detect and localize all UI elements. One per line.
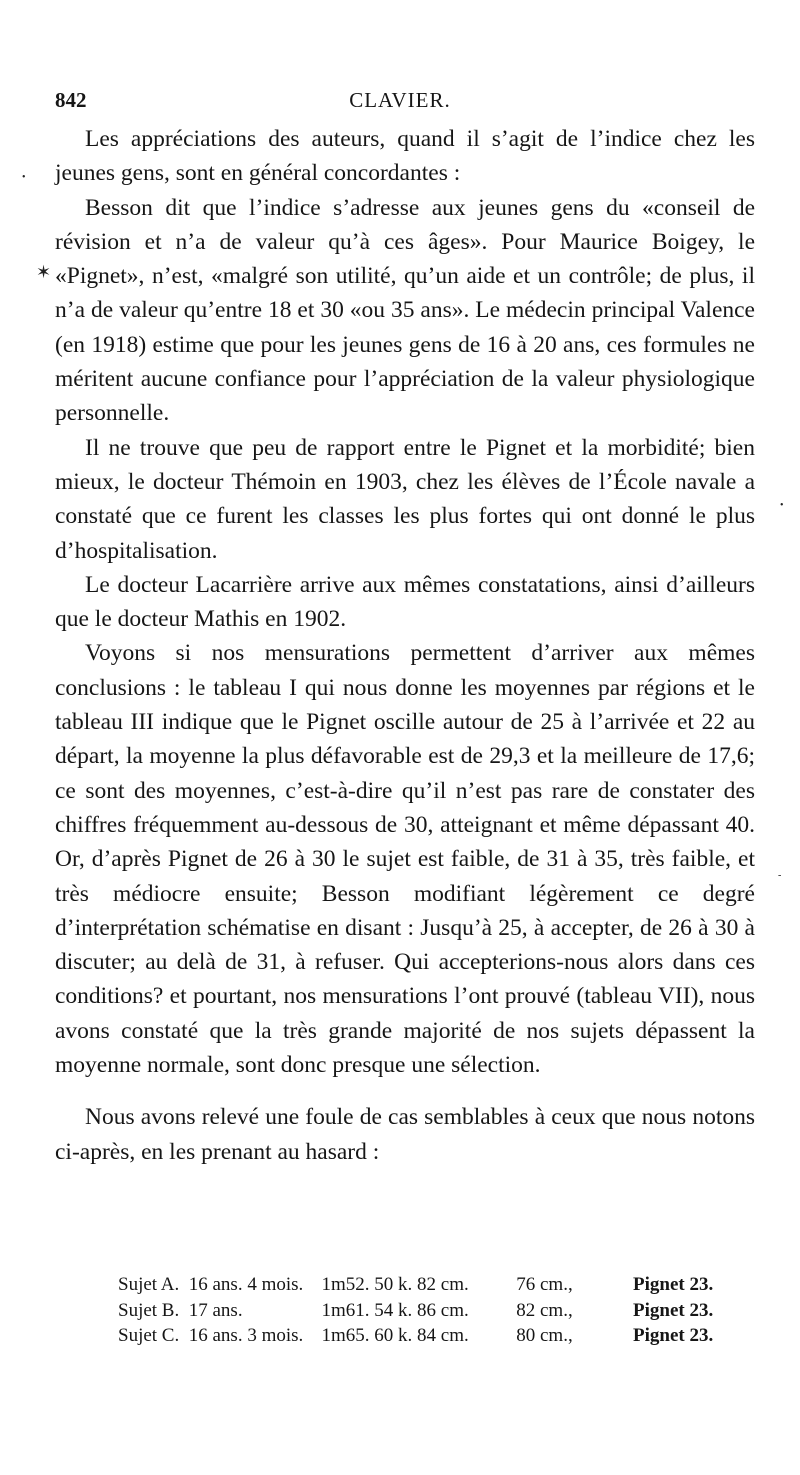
margin-mark-icon: ✶ xyxy=(36,262,52,282)
case-trunk: 80 cm., xyxy=(516,1325,573,1346)
case-label: Sujet A. xyxy=(118,1274,180,1295)
case-pignet: Pignet 23. xyxy=(633,1299,714,1321)
case-age: 16 ans. 3 mois. xyxy=(188,1325,304,1346)
case-row xyxy=(118,1298,758,1324)
body-text xyxy=(55,122,755,1169)
case-list xyxy=(118,1272,758,1349)
paragraph: Voyons si nos mensurations permettent d’arriver aux mêmes conclusions : le tableau I qui nous donne les moyennes par régions et le tableau III indique que le Pignet oscille autour de 25 à l’arrivée et 22 au départ, la moyenne la plus défavorable est de 29,3 et la meilleure de 17,6; ce sont des moyennes, c’est-à-dire qu’il n’est pas rare de constater des chiffres fréquemment au-dessous de 30, atteignant et même dépassant 40. Or, d’après Pignet de 26 à 30 le sujet est faible, de 31 à 35, très faible, et très médiocre ensuite; Besson modifiant légèrement ce degré d’interprétation schématise en disant : Jusqu’à 25, à accepter, de 26 à 30 à discuter; au delà de 31, à refuser. Qui accepterions-nous alors dans ces conditions? et pourtant, nos mensurations l’ont prouvé (tableau VII), nous avons constaté que la très grande majorité de nos sujets dépassent la moyenne normale, sont donc presque une sélection. xyxy=(55,640,755,1079)
margin-dot-icon: • xyxy=(22,172,26,183)
case-age: 16 ans. 4 mois. xyxy=(188,1274,304,1295)
case-age: 17 ans. xyxy=(188,1299,243,1321)
case-measures: 1m52. 50 k. 82 cm. xyxy=(321,1274,469,1295)
running-head: CLAVIER. xyxy=(349,88,451,112)
case-label: Sujet C. xyxy=(118,1325,180,1346)
case-row xyxy=(118,1272,758,1298)
case-row xyxy=(118,1323,758,1349)
case-pignet: Pignet 23. xyxy=(633,1274,714,1295)
margin-dot-icon: - xyxy=(778,870,782,881)
case-label: Sujet B. xyxy=(118,1299,180,1321)
paragraph: Le docteur Lacarrière arrive aux mêmes constatations, ainsi d’ailleurs que le docteur Mathis en 1902. xyxy=(55,571,755,633)
page-header xyxy=(55,88,745,118)
paragraph: Les appréciations des auteurs, quand il s’agit de l’indice chez les jeunes gens, sont en général concordantes : xyxy=(55,126,755,187)
case-pignet: Pignet 23. xyxy=(633,1325,714,1346)
case-measures: 1m61. 54 k. 86 cm. xyxy=(321,1299,469,1321)
case-trunk: 82 cm., xyxy=(516,1299,573,1321)
paragraph: Il ne trouve que peu de rapport entre le Pignet et la morbidité; bien mieux, le docteur Thémoin en 1903, chez les élèves de l’École navale a constaté que ce furent les classes les plus fortes qui ont donné le plus d’hospitalisation. xyxy=(55,434,755,564)
case-measures: 1m65. 60 k. 84 cm. xyxy=(321,1325,469,1346)
paragraph: Nous avons relevé une foule de cas semblables à ceux que nous notons ci-après, en les prenant au hasard : xyxy=(55,1104,755,1165)
paragraph: Besson dit que l’indice s’adresse aux jeunes gens du «conseil de révision et n’a de valeur qu’à ces âges». Pour Maurice Boigey, le «Pignet», n’est, «malgré son utilité, qu’un aide et un contrôle; de plus, il n’a de valeur qu’entre 18 et 30 «ou 35 ans». Le médecin principal Valence (en 1918) estime que pour les jeunes gens de 16 à 20 ans, ces formules ne méritent aucune confiance pour l’appréciation de la valeur physiologique personnelle. xyxy=(55,194,755,427)
case-trunk: 76 cm., xyxy=(516,1274,573,1295)
page-number: 842 xyxy=(55,88,87,112)
margin-dot-icon: • xyxy=(780,500,784,511)
